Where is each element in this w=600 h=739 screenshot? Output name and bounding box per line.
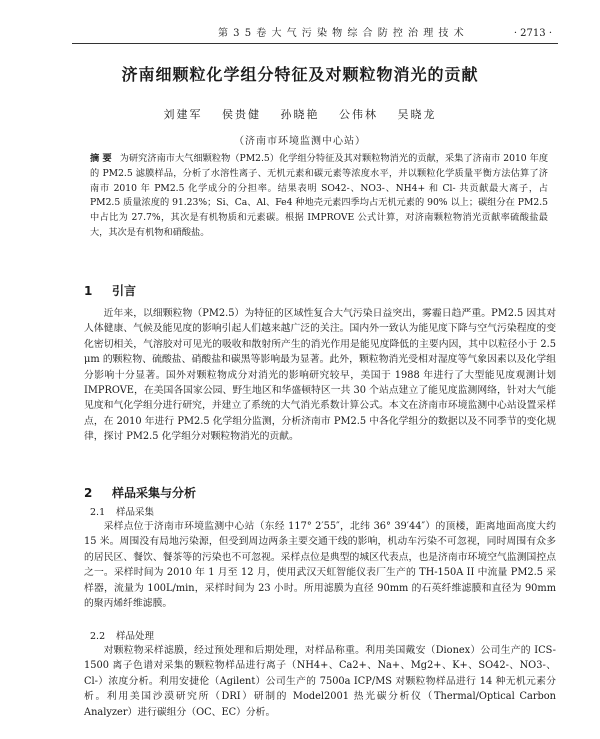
subsection-title: 样品处理 [116,631,155,642]
introduction-paragraph: 近年来，以细颗粒物（PM2.5）为特征的区域性复合大气污染日益突出，雾霾日趋严重。PM2.5 因其对人体健康、气候及能见度的影响引起人们越来越广泛的关注。国内外一致认为能见度下降与空气污染程度的变化密切相关，气溶胶对可见光的吸收和散射所产生的消光作用是能见度降低的主要内因，其中以粒径小于 2.5 μm 的颗粒物、硫酸盐、硝酸盐和碳黑等影响最为显著。此外，颗粒物消光受相对湿度等气象因素以及化学组分影响十分显著。国外对颗粒物成分对消光的影响研究较早，美国于 1988 年进行了大型能见度观测计划 IMPROVE，在美国各国家公园、野生地区和华盛顿特区一共 30 个站点建立了能见度监测网络，针对大气能见度和气化学组分进行研究，并建立了系统的大气消光系数计算公式。本文在济南市环境监测中心站设置采样点，在 2010 年进行 PM2.5 化学组分监测，分析济南市 PM2.5 中各化学组分的数据以及不同季节的变化规律，探讨 PM2.5 化学组分对颗粒物消光的贡献。 [84,308,556,443]
author-list: 刘建军 侯贵健 孙晓艳 公伟林 吴晓龙 [163,108,437,121]
section-number: 2 [84,486,93,500]
abstract-label: 摘 要 [90,153,112,164]
abstract [90,152,548,241]
section-title: 样品采集与分析 [112,486,197,500]
journal-name: 第 3 5 卷 大 气 污 染 物 综 合 防 控 治 理 技 术 [218,28,465,39]
section-heading-sampling [84,484,196,501]
affiliation: （济南市环境监测中心站） [234,136,366,147]
sample-collection-paragraph: 采样点位于济南市环境监测中心站（东经 117° 2′55″，北纬 36° 39′44″）的顶楼，距离地面高度大约 15 米。周围没有局地污染源，但受到周边两条主要交通干线的影响，机动车污染不可忽视，同时周围有众多的居民区、餐饮、餐茶等的污染也不可忽视。采样点位是典型的城区代表点，也是济南市环境空气监测国控点之一。采样时间为 2010 年 1 月至 12 月，使用武汉天虹智能仪表厂生产的 TH-150A II 中流量 PM2.5 采样器，流量为 100L/min，采样时间为 23 小时。所用滤膜为直径 90mm 的石英纤维滤膜和直径为 90mm 的聚丙烯纤维滤膜。 [84,521,556,610]
subsection-number: 2.2 [90,631,106,642]
abstract-text: 为研究济南市大气细颗粒物（PM2.5）化学组分特征及其对颗粒物消光的贡献，采集了济南市 2010 年度的 PM2.5 滤膜样品，分析了水溶性离子、无机元素和碳元素等浓度水平，并以颗粒化学质量平衡方法估算了济南市 2010 年 PM2.5 化学成分的分担率。结果表明 SO42-、NO3-、NH4+ 和 Cl- 共贡献最大离子，占 PM2.5 质量浓度的 91.23%；Si、Ca、Al、Fe4 种地壳元素四季均占无机元素的 90% 以上；碳组分在 PM2.5 中占比为 27.7%，其次是有机物质和元素碳。根据 IMPROVE 公式计算，对济南颗粒物消光贡献率硫酸盐最大，其次是有机物和硝酸盐。 [90,153,549,238]
section-title: 引言 [112,284,137,298]
sample-processing-paragraph: 对颗粒物采样滤膜，经过预处理和后期处理，对样品称重。利用美国戴安（Dionex）公司生产的 ICS-1500 离子色谱对采集的颗粒物样品进行离子（NH4+、Ca2+、Na+、Mg2+、K+、SO42-、NO3-、Cl-）浓度分析。利用安捷伦（Agilent）公司生产的 7500a ICP/MS 对颗粒物样品进行 14 种无机元素分析。利用美国沙漠研究所（DRI）研制的 Model2001 热光碳分析仪（Thermal/Optical Carbon Analyzer）进行碳组分（OC、EC）分析。 [84,645,556,718]
subsection-number: 2.1 [90,507,106,518]
header-rule [72,43,558,44]
section-number: 1 [84,284,93,298]
section-heading-introduction [84,282,136,299]
subsection-heading-sample-processing [90,628,154,642]
running-header [0,27,600,41]
subsection-heading-sample-collection [90,504,154,518]
page-number: · 2713 · [513,28,552,39]
subsection-title: 样品采集 [116,507,155,518]
paper-title: 济南细颗粒化学组分特征及对颗粒物消光的贡献 [121,65,479,84]
